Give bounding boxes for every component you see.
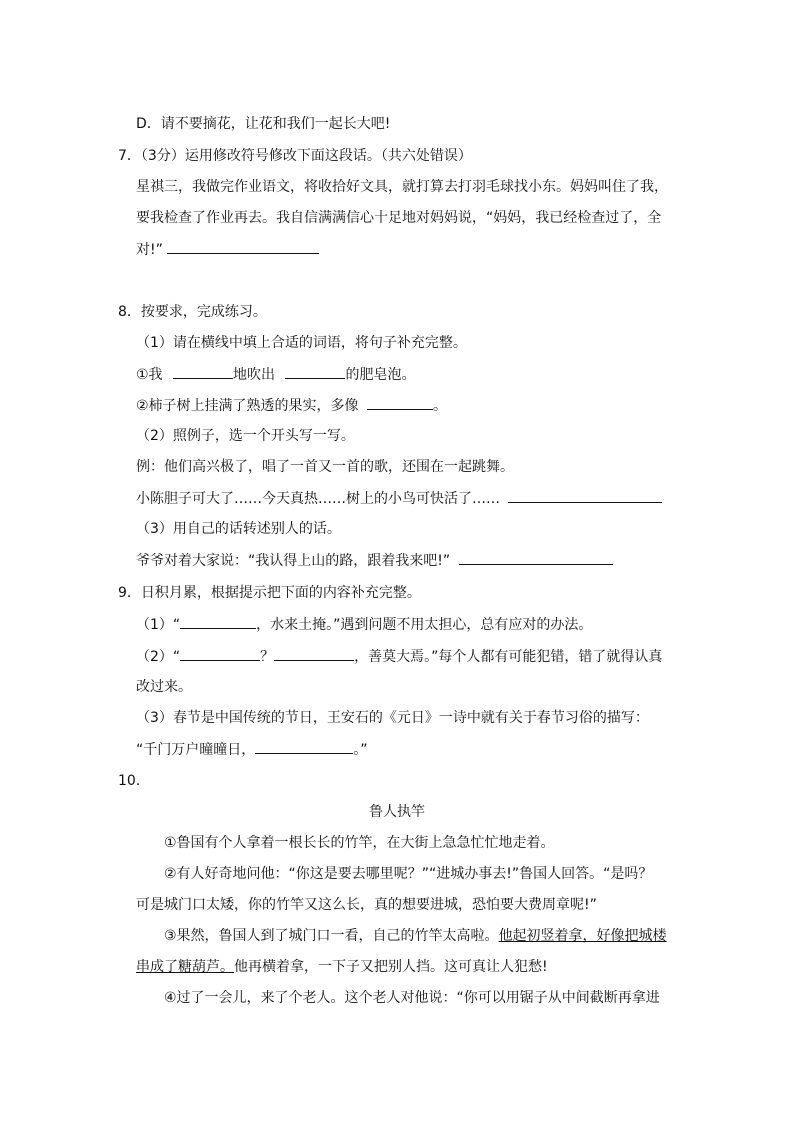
answer-blank[interactable] — [367, 395, 433, 410]
passage-para-1: ①鲁国有个人拿着一根长长的竹竿，在大街上急急忙忙地走着。 — [164, 835, 555, 851]
q7-header — [118, 146, 472, 166]
answer-blank[interactable] — [459, 550, 613, 565]
text: 的肥皂泡。 — [345, 367, 416, 383]
text: ①我 — [136, 367, 163, 383]
q8-quote — [136, 550, 613, 571]
q8-example: 例：他们高兴极了，唱了一首又一首的歌，还围在一起跳舞。 — [136, 459, 514, 475]
q9-item-2-cont: 改过来。 — [136, 679, 192, 695]
q8-sub2: （2）照例子，选一个开头写一写。 — [136, 428, 355, 444]
question-prompt: 日积月累，根据提示把下面的内容补充完整。 — [140, 585, 421, 601]
answer-blank[interactable] — [167, 239, 319, 254]
text: ，水来土掩。”遇到问题不用太担心，总有应对的办法。 — [256, 617, 593, 633]
passage-para-2-line-2: 可是城门口太矮，你的竹竿又这么长，真的想要进城，恐怕要大费周章呢!” — [136, 897, 597, 913]
text: 他再横着拿，一下子又把别人挡。这可真让人犯愁! — [234, 959, 548, 975]
q7-passage-line-2: 要我检查了作业再去。我自信满满信心十足地对妈妈说，“妈妈，我已经检查过了，全 — [136, 210, 662, 226]
text: ，善莫大焉。”每个人都有可能犯错，错了就得认真 — [354, 649, 663, 665]
q8-header — [118, 302, 267, 322]
underlined-sentence: 串成了糖葫芦。 — [136, 959, 234, 975]
q8-sub3: （3）用自己的话转述别人的话。 — [136, 521, 341, 537]
text: ②柿子树上挂满了熟透的果实，多像 — [136, 398, 359, 414]
q9-header — [118, 583, 421, 603]
text: 地吹出 — [233, 367, 276, 383]
answer-blank[interactable] — [255, 739, 353, 754]
answer-blank[interactable] — [285, 364, 345, 379]
q7-line3-text: 对!” — [136, 242, 163, 258]
passage-para-2-line-1: ②有人好奇地问他：“你这是要去哪里呢？”“进城办事去!”鲁国人回答。“是吗？ — [164, 866, 653, 882]
q7-passage-line-3 — [136, 239, 319, 260]
q8-sub1: （1）请在横线中填上合适的词语，将句子补充完整。 — [136, 335, 467, 351]
passage-para-4: ④过了一会儿，来了个老人。这个老人对他说：“你可以用锯子从中间截断再拿进 — [164, 990, 660, 1006]
q8-sentence-1 — [136, 364, 415, 385]
text: （2）“ — [136, 649, 181, 665]
text: 。” — [353, 742, 368, 758]
question-number: 8． — [118, 304, 141, 320]
text: 爷爷对着大家说：“我认得上山的路，跟着我来吧!” — [136, 553, 451, 569]
question-number: 7． — [118, 148, 141, 164]
q7-passage-line-1: 星祺三，我做完作业语文，将收拾好文具，就打算去打羽毛球找小东。妈妈叫住了我， — [136, 179, 668, 195]
answer-blank[interactable] — [508, 488, 662, 503]
passage-para-3-line-2 — [136, 957, 548, 977]
text: 。 — [433, 398, 448, 414]
q8-sentence-2 — [136, 395, 447, 416]
text: （1）“ — [136, 617, 181, 633]
underlined-sentence: 他起初竖着拿，好像把城楼 — [498, 928, 667, 944]
answer-blank[interactable] — [274, 646, 354, 661]
q9-item-3-quote — [136, 739, 368, 760]
q9-item-2 — [136, 646, 662, 667]
question-prompt: 按要求，完成练习。 — [140, 304, 267, 320]
passage-title: 鲁人执竿 — [369, 804, 425, 820]
text: ？ — [260, 649, 275, 665]
text: 小陈胆子可大了……今天真热……树上的小鸟可快活了…… — [136, 491, 500, 507]
q8-starters — [136, 488, 662, 509]
q6-option-d: D．请不要摘花，让花和我们一起长大吧! — [136, 116, 391, 132]
answer-blank[interactable] — [180, 646, 260, 661]
q9-item-1 — [136, 614, 592, 635]
text: “千门万户曈曈日， — [136, 742, 256, 758]
q9-item-3: （3）春节是中国传统的节日，王安石的《元日》一诗中就有关于春节习俗的描写： — [136, 710, 649, 726]
q10-number: 10． — [118, 773, 150, 789]
text: ③果然，鲁国人到了城门口一看，自己的竹竿太高啦。 — [164, 928, 499, 944]
question-prompt: （3分）运用修改符号修改下面这段话。（共六处错误） — [140, 148, 472, 164]
passage-para-3-line-1 — [164, 926, 667, 946]
answer-blank[interactable] — [180, 614, 256, 629]
answer-blank[interactable] — [173, 364, 233, 379]
question-number: 9． — [118, 585, 141, 601]
